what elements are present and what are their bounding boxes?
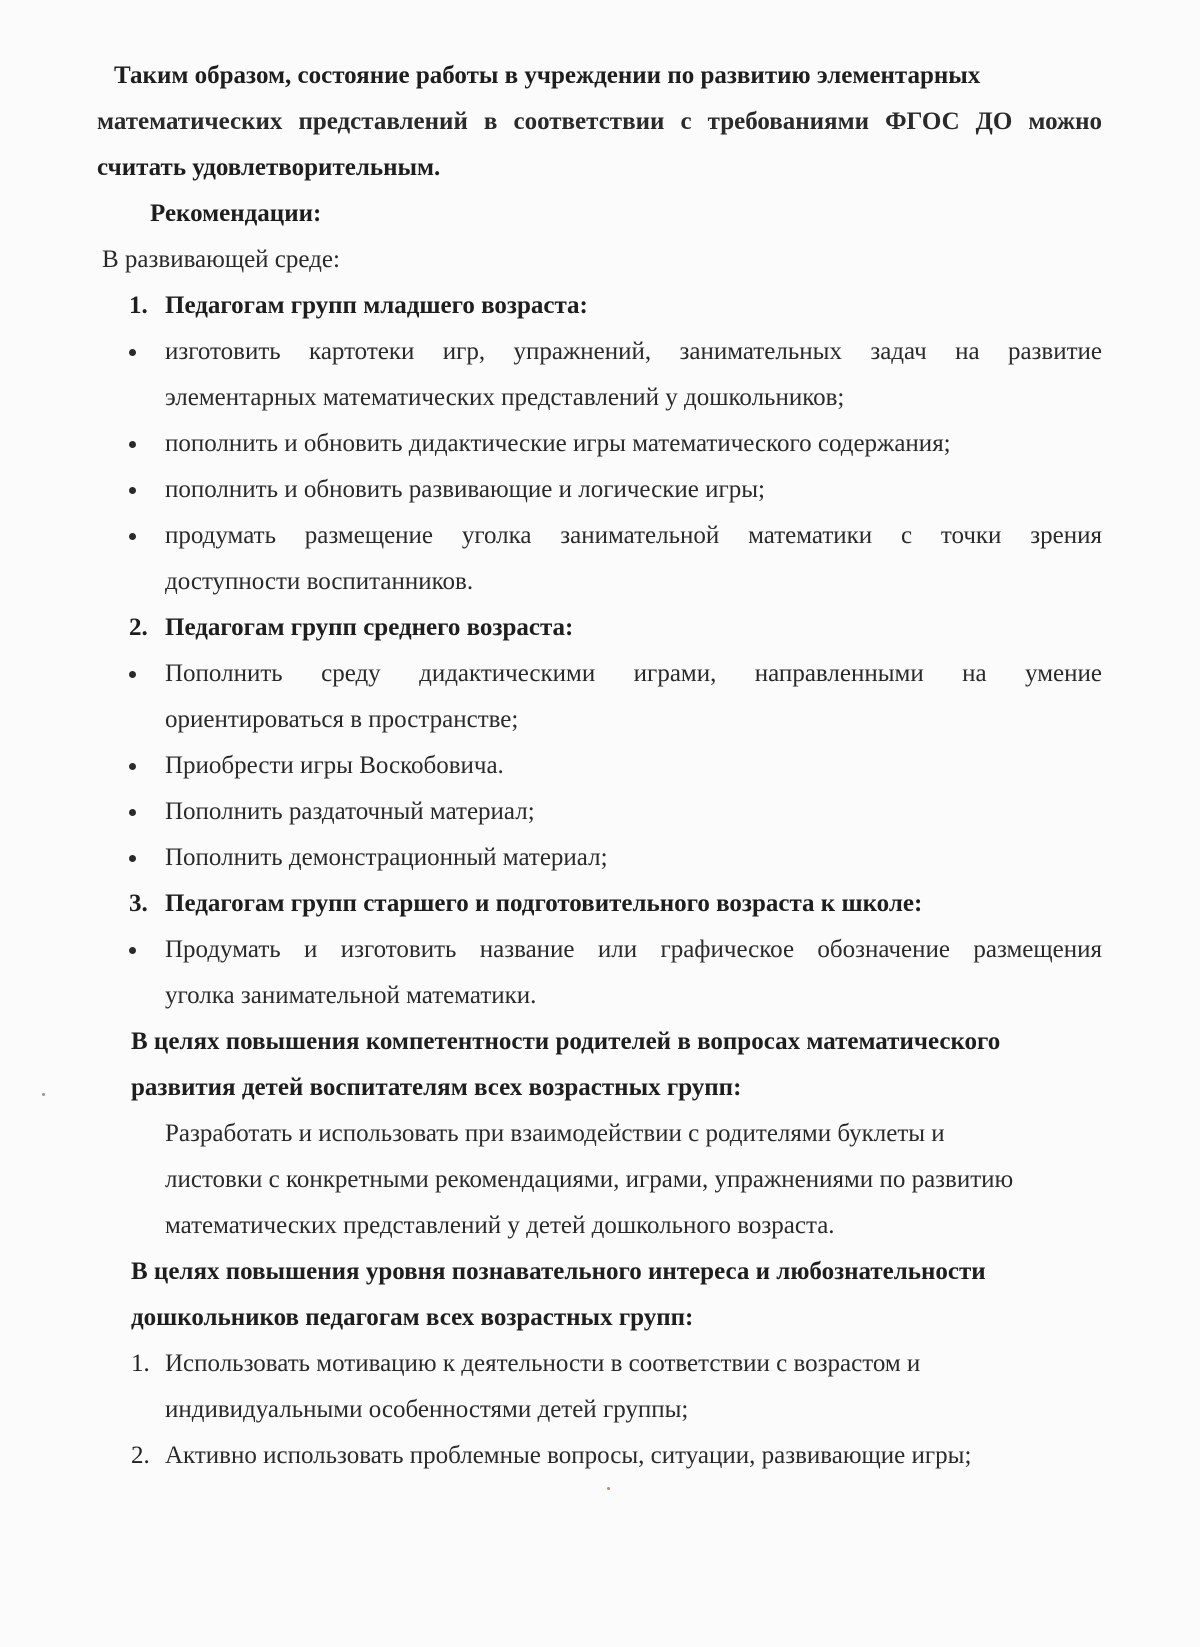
group-1-title: Педагогам групп младшего возраста: bbox=[165, 292, 588, 319]
scan-speck bbox=[607, 1487, 610, 1490]
group-2-item-2: Приобрести игры Воскобовича. bbox=[165, 752, 504, 779]
group-3-title: Педагогам групп старшего и подготовительного возраста к школе: bbox=[165, 890, 923, 917]
bullet-icon bbox=[129, 441, 136, 448]
interest-item-2-number: 2. bbox=[131, 1442, 150, 1469]
interest-item-1-line-2: индивидуальными особенностями детей группы; bbox=[165, 1396, 689, 1423]
parents-text-line-3: математических представлений у детей дошкольного возраста. bbox=[165, 1212, 835, 1239]
group-1-item-1-line-1: изготовить картотеки игр, упражнений, занимательных задач на развитие bbox=[165, 338, 1102, 365]
group-3-number: 3. bbox=[129, 890, 148, 917]
interest-heading-line-1: В целях повышения уровня познавательного интереса и любознательности bbox=[131, 1258, 986, 1285]
bullet-icon bbox=[129, 533, 136, 540]
interest-item-2-line-1: Активно использовать проблемные вопросы, ситуации, развивающие игры; bbox=[165, 1442, 972, 1469]
interest-item-1-number: 1. bbox=[131, 1350, 150, 1377]
group-1-item-4-line-2: доступности воспитанников. bbox=[165, 568, 474, 595]
bullet-icon bbox=[129, 349, 136, 356]
group-3-item-1-line-1: Продумать и изготовить название или графическое обозначение размещения bbox=[165, 936, 1102, 963]
parents-text-line-1: Разработать и использовать при взаимодействии с родителями буклеты и bbox=[165, 1120, 945, 1147]
bullet-icon bbox=[129, 947, 136, 954]
scan-speck bbox=[42, 1093, 45, 1096]
interest-heading-line-2: дошкольников педагогам всех возрастных групп: bbox=[131, 1304, 694, 1331]
bullet-icon bbox=[129, 487, 136, 494]
bullet-icon bbox=[129, 671, 136, 678]
group-2-item-3: Пополнить раздаточный материал; bbox=[165, 798, 535, 825]
group-1-item-3: пополнить и обновить развивающие и логические игры; bbox=[165, 476, 765, 503]
recommendations-heading: Рекомендации: bbox=[150, 200, 322, 227]
conclusion-line-1: Таким образом, состояние работы в учреждении по развитию элементарных bbox=[114, 62, 981, 89]
group-1-item-2: пополнить и обновить дидактические игры математического содержания; bbox=[165, 430, 951, 457]
group-2-item-4: Пополнить демонстрационный материал; bbox=[165, 844, 608, 871]
group-2-title: Педагогам групп среднего возраста: bbox=[165, 614, 574, 641]
group-3-item-1-line-2: уголка занимательной математики. bbox=[165, 982, 537, 1009]
parents-heading-line-1: В целях повышения компетентности родителей в вопросах математического bbox=[131, 1028, 1001, 1055]
bullet-icon bbox=[129, 809, 136, 816]
bullet-icon bbox=[129, 855, 136, 862]
group-2-item-1-line-1: Пополнить среду дидактическими играми, направленными на умение bbox=[165, 660, 1102, 687]
environment-heading: В развивающей среде: bbox=[102, 246, 340, 273]
bullet-icon bbox=[129, 763, 136, 770]
conclusion-line-3: считать удовлетворительным. bbox=[97, 154, 441, 181]
interest-item-1-line-1: Использовать мотивацию к деятельности в соответствии с возрастом и bbox=[165, 1350, 921, 1377]
group-1-item-1-line-2: элементарных математических представлений у дошкольников; bbox=[165, 384, 845, 411]
parents-text-line-2: листовки с конкретными рекомендациями, играми, упражнениями по развитию bbox=[165, 1166, 1014, 1193]
group-2-number: 2. bbox=[129, 614, 148, 641]
group-1-item-4-line-1: продумать размещение уголка занимательной математики с точки зрения bbox=[165, 522, 1102, 549]
group-1-number: 1. bbox=[129, 292, 148, 319]
parents-heading-line-2: развития детей воспитателям всех возрастных групп: bbox=[131, 1074, 742, 1101]
group-2-item-1-line-2: ориентироваться в пространстве; bbox=[165, 706, 519, 733]
conclusion-line-2: математических представлений в соответствии с требованиями ФГОС ДО можно bbox=[97, 108, 1102, 135]
